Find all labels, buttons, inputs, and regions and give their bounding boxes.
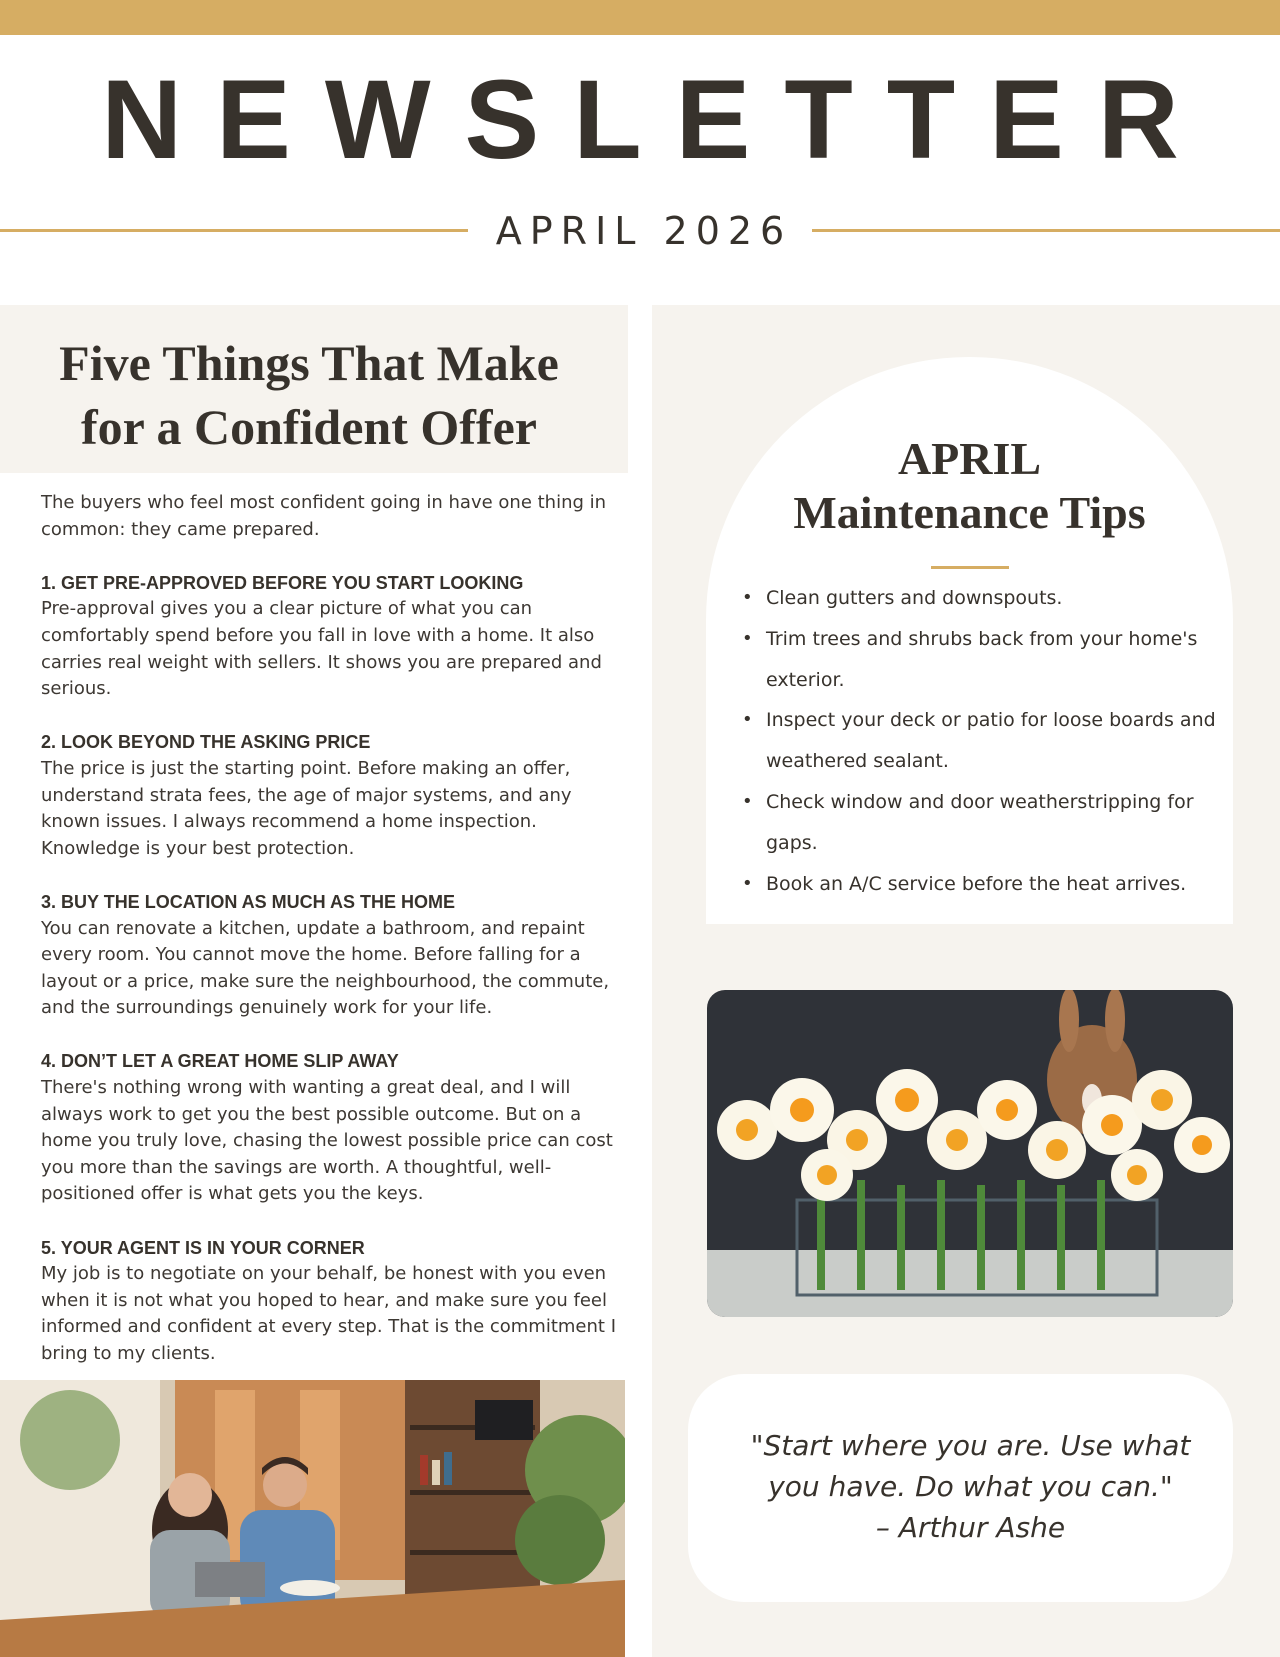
point-body: There's nothing wrong with wanting a great deal, and I will always work to get you the best possible outcome. But on a home you truly love, chasing the lowest possible price can cost you more than the savings are worth. A thoughtful, well-positioned offer is what gets you the keys. [41, 1077, 613, 1205]
tips-title [706, 432, 1233, 540]
point-heading: 3. BUY THE LOCATION AS MUCH AS THE HOME [41, 891, 456, 912]
top-accent-bar [0, 0, 1280, 35]
tips-title-line1: APRIL [897, 433, 1042, 484]
bunny-photo-illustration [707, 990, 1233, 1317]
tips-title-line2: Maintenance Tips [793, 487, 1146, 538]
point-body: My job is to negotiate on your behalf, be honest with you even when it is not what you hoped to hear, and make sure you feel informed and confident at every step. That is the commitment I bring to my clients. [41, 1263, 617, 1364]
couple-photo-illustration [0, 1380, 625, 1657]
bunny-daffodils-photo [707, 990, 1233, 1317]
tips-list-item: • Check window and door weatherstripping for gaps. [766, 782, 1226, 864]
couple-at-laptop-photo [0, 1380, 625, 1657]
article-title [0, 331, 618, 459]
tips-list-item: • Inspect your deck or patio for loose boards and weathered sealant. [766, 700, 1226, 782]
tips-divider [931, 566, 1009, 569]
point-heading: 5. YOUR AGENT IS IN YOUR CORNER [41, 1237, 365, 1258]
date-divider-left [0, 229, 468, 232]
article-point [41, 889, 626, 1022]
article-title-line2: for a Confident Offer [81, 399, 537, 455]
article-point [41, 729, 626, 862]
quote-author: – Arthur Ashe [875, 1511, 1066, 1544]
article-title-line1: Five Things That Make [59, 335, 559, 391]
quote-line1: "Start where you are. Use what [750, 1429, 1191, 1462]
tips-list [766, 578, 1226, 904]
date-divider-right [812, 229, 1280, 232]
newsletter-title: NEWSLETTER [101, 57, 1213, 182]
article-point [41, 1048, 626, 1208]
point-heading: 1. GET PRE-APPROVED BEFORE YOU START LOOKING [41, 572, 524, 593]
point-body: The price is just the starting point. Before making an offer, understand strata fees, the age of major systems, and any known issues. I always recommend a home inspection. Knowledge is your best protection. [41, 757, 572, 859]
issue-date: APRIL 2026 [495, 209, 793, 253]
article-body [41, 490, 626, 1394]
point-body: Pre-approval gives you a clear picture of what you can comfortably spend before you fall in love with a home. It also carries real weight with sellers. It shows you are prepared and serious. [41, 598, 602, 700]
tips-list-item: • Clean gutters and downspouts. [766, 578, 1226, 619]
point-body: You can renovate a kitchen, update a bathroom, and repaint every room. You cannot move the home. Before falling for a layout or a price, make sure the neighbourhood, the commute, and the surroundings genuinely work for your life. [41, 917, 610, 1019]
inspirational-quote [688, 1425, 1253, 1548]
article-point [41, 570, 626, 703]
tips-list-item: • Book an A/C service before the heat arrives. [766, 864, 1226, 905]
article-point [41, 1235, 626, 1368]
point-heading: 2. LOOK BEYOND THE ASKING PRICE [41, 732, 371, 753]
point-heading: 4. DON’T LET A GREAT HOME SLIP AWAY [41, 1051, 399, 1072]
issue-date-row [0, 205, 1280, 257]
quote-line2: you have. Do what you can." [768, 1470, 1173, 1503]
tips-list-item: • Trim trees and shrubs back from your home's exterior. [766, 619, 1226, 701]
article-header-panel [0, 305, 628, 473]
article-intro: The buyers who feel most confident going in have one thing in common: they came prepared. [41, 492, 607, 540]
